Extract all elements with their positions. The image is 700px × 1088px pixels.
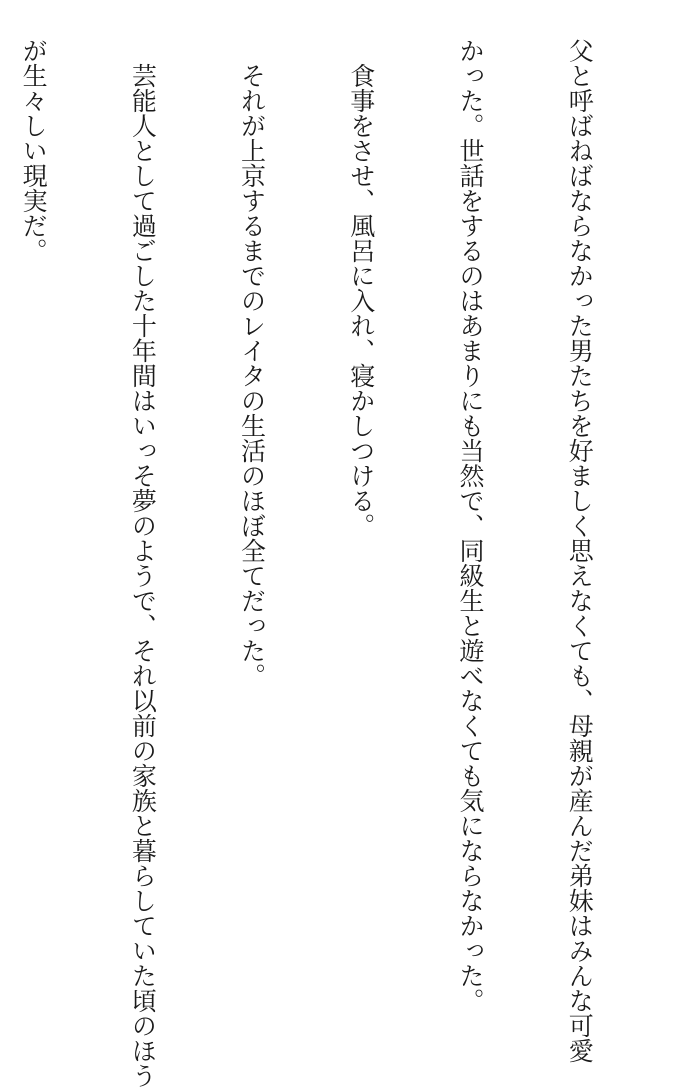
- text-line-3: 食事をさせ、風呂に入れ、寝かしつける。: [346, 38, 376, 538]
- vertical-text-body: [0, 38, 670, 1088]
- text-line-5: 芸能人として過ごした十年間はいっそ夢のようで、それ以前の家族と暮らしていた頃のほう: [128, 38, 158, 1088]
- text-line-4: それが上京するまでのレイタの生活のほぼ全てだった。: [237, 38, 267, 688]
- text-line-1: 父と呼ばねばならなかった男たちを好ましく思えなくても、母親が産んだ弟妹はみんな可愛: [565, 38, 595, 1063]
- text-line-6: が生々しい現実だ。: [19, 38, 49, 263]
- text-line-2: かった。世話をするのはあまりにも当然で、同級生と遊べなくても気にならなかった。: [455, 38, 485, 1013]
